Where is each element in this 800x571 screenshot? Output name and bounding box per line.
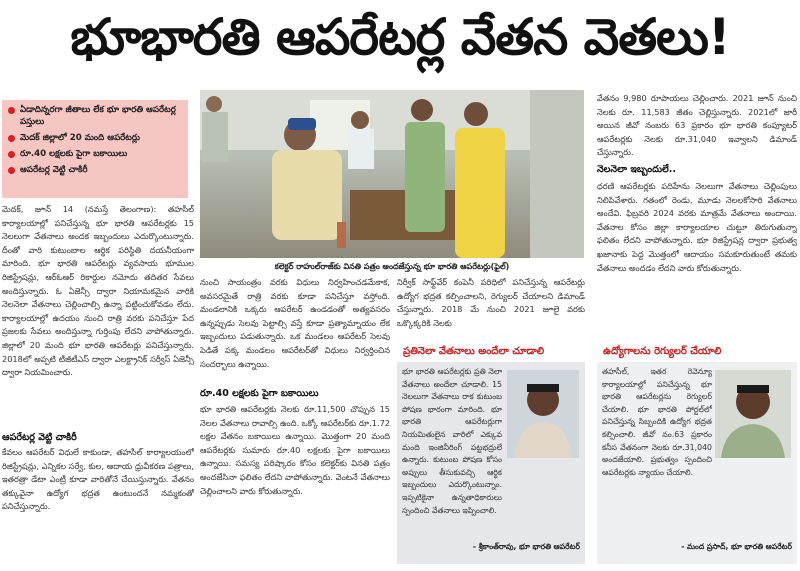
photo-illustration <box>200 90 584 258</box>
bullet-icon <box>8 151 15 158</box>
headline: భూభారతి ఆపరేటర్ల వేతన వెతలు! <box>70 7 730 66</box>
highlights-box <box>2 100 188 198</box>
column-b-body: నుంచి సాయంత్రం వరకు విధులు నిర్వహించడమేకాక, అవసరమైతే రాత్రి వరకు కూడా పనిచేస్తూ వస్తోంది. మండలానికి ఒక్కరు ఆపరేటర్ ఉండడంతో అత్యవసరం ఉన్నప్పుడు సెలవు పెట్టాల్సి వస్తే కూడా ప్రత్యామ్నాయం లేక ఇబ్బందులు పడుతున్నారు. ఒక మండలం ఆపరేటర్ సెలవు పెడితే పక్క మండలం ఆపరేటర్‌తో విధులు నిర్వర్తించిన సందర్భాలు ఉన్నాయి. <box>200 277 390 369</box>
quote-box-left-body: భూ భారతి ఆపరేటర్లకు ప్రతి నెలా వేతనాలు అందేలా చూడాలి. 15 నెలలుగా వేతనాలు రాక కుటుంబ పోషణ భారంగా మారింది. భూ భారతి ఆపరేటర్లుగా నియమితులైన వారిలో ఎక్కువ మంది ఇంజినీరింగ్ పట్టభద్రులే ఉన్నారు. కుటుంబ పోషణ కోసం అప్పులు తీసుకువచ్చి ఆర్థిక ఇబ్బందులు ఎదుర్కొంటున్నాం. ఇప్పటికైనా ఉన్నతాధికారులు స్పందించి వేతనాలు ఇప్పించాలి. <box>402 367 502 515</box>
column-c-body: నిర్వీక్ సాఫ్ట్‌వేర్ కంపెనీ పరిధిలో పనిచేస్తున్న ఆపరేటర్లు ఉద్యోగ భద్రత కల్పించాలని, రెగ్యులర్ చేయాలని డిమాండ్ చేస్తున్నారు. 2018 మే నుంచి 2021 జూలై వరకు ఒక్కొక్కరికి నెలకు <box>397 277 585 328</box>
highlight-item: మెదక్ జిల్లాలో 20 మంది ఆపరేటర్లు <box>8 132 182 144</box>
news-photo <box>200 90 584 258</box>
bullet-icon <box>8 107 15 114</box>
column-b-body2: భూ భారతి ఆపరేటర్లకు నెలకు రూ.11,500 చొప్పున 15 నెలల వేతనాలు రావాల్సి ఉంది. ఒక్కో ఆపరేటర్‌కు రూ.1.72 లక్షల వేతనం బకాయిలు ఉన్నాయి. మొత్తంగా 20 మంది ఆపరేటర్లకు సుమారు రూ.40 లక్షలకు పైగా బకాయిలు ఉన్నాయి. సమస్య పరిష్కారం కోసం కలెక్టర్‌కు వినతి పత్రం అందజేసినా ఫలితం లేదని వాపోతున్నారు. వెంటనే వేతనాలు చెల్లించాలని వారు కోరుతున్నారు. <box>200 404 390 496</box>
quote-box-left <box>397 342 585 564</box>
column-d-body: ధరణి ఆపరేటర్లకు పదిహేను నెలలుగా వేతనాలు చెల్లింపులు నిలిపివేశారు. గతంలో రెండు, మూడు నెలలకోసారి వేతనాలు అందేవి. ఫిబ్రవరి 2024 వరకు మాత్రమే వేతనాలు అందాయి. వేతనాల కోసం జిల్లా కార్యాలయాల చుట్టూ తిరుగుతున్నా ఫలితం లేదని వాపోతున్నారు. భూ రిజిస్ట్రేషన్ల ద్వారా ప్రభుత్వ ఖజానాకు పెద్ద మొత్తంలో ఆదాయం సమకూరుతుంటే తమకు వేతనాలు అందడం లేదని వారు కోరుతున్నారు. <box>597 181 797 273</box>
highlight-item: ఏడాదిన్నరగా జీతాలు లేక భూ భారతి ఆపరేటర్ల పస్తులు <box>8 104 182 128</box>
portrait-prasad <box>715 370 791 458</box>
bullet-icon <box>8 167 15 174</box>
subhead-arrears: రూ.40 లక్షలకు పైగా బకాయిలు <box>200 388 319 399</box>
subhead-monthly-troubles: నెలనెలా ఇబ్బందులే.. <box>597 164 677 175</box>
quote-box-right-sign: - మంద ప్రసాద్, భూ భారతి ఆపరేటర్ <box>681 542 792 551</box>
subhead-vetti-chakiri: ఆపరేటర్ల వెట్టి చాకిరీ <box>2 432 77 443</box>
quote-box-right-title: ఉద్యోగాలను రెగ్యులర్ చేయాలి <box>597 342 797 362</box>
quote-box-left-sign: - శ్రీకాంత్‌రావు, భూ భారతి ఆపరేటర్ <box>472 542 580 551</box>
highlight-item: ఆపరేటర్ల వెట్టి చాకిరీ <box>8 164 182 176</box>
photo-caption: కలెక్టర్ రాహుల్‌రాజ్‌కు వినతి పత్రం అందజేస్తున్న భూ భారతి ఆపరేటర్లు(ఫైల్) <box>200 259 584 274</box>
quote-box-left-title: ప్రతినెలా వేతనాలు అందేలా చూడాలి <box>397 342 585 362</box>
highlight-item: రూ.40 లక్షలకు పైగా బకాయిలు <box>8 148 182 160</box>
bullet-icon <box>8 135 15 142</box>
column-a-lead: మెదక్, జూన్ 14 (నమస్తే తెలంగాణ): తహసీల్ కార్యాలయాల్లో పనిచేస్తున్న భూ భారతి ఆపరేటర్లకు 15 నెలలుగా వేతనాలు అందక ఇబ్బందులు ఎదుర్కొంటున్నారు. దీంతో వారి కుటుంబాల ఆర్థిక పరిస్థితి దయనీయంగా మారింది. భూ భారతి ఆపరేటర్లు వ్యవసాయ భూముల రిజిస్ట్రేషన్లు, ఆర్ఓఆర్ రికార్డుల నమోదు తదితర సేవలు అందిస్తున్నారు. ఓ ఏజెన్సీ ద్వారా నియామకమైన వారికి నెలనెలా వేతనాలు చెల్లించాల్సి ఉన్నా పట్టించుకోవడం లేదు. కార్యాలయాల్లో ఉదయం నుంచి రాత్రి వరకు పనిచేస్తూ పేద ప్రజలకు సేవలు అందిస్తున్నా గుర్తింపు లేదని వాపోతున్నారు. జిల్లాలో 20 మంది భూ భారతి ఆపరేటర్లు పనిచేస్తున్నారు. 2018లో అప్పటి టీజీటీఎస్ ద్వారా ఎలక్ట్రానిక్ సర్వీస్ ఏజెన్సీ ద్వారా నియమించారు. <box>2 204 194 378</box>
quote-box-right <box>597 342 797 564</box>
column-a-tail: కేవలం ఆపరేటర్ విధులే కాకుండా, తహసీల్ కార్యాలయంలో రిజిస్ట్రేషన్లు, ఎన్నికల సర్వే, కుల, ఆదాయ ధ్రువీకరణ పత్రాలు, ఇతరత్రా డేటా ఎంట్రీ కూడా వారితోనే చేయిస్తున్నారు. వేతనం తక్కువైనా ఉద్యోగ భద్రత ఉంటుందనే నమ్మకంతో పనిచేస్తున్నారు. <box>2 447 194 512</box>
portrait-srikanth <box>507 370 579 458</box>
quote-box-right-body: తహసీల్, ఇతర రెవెన్యూ కార్యాలయాల్లో పనిచేస్తున్న భూ భారతి ఆపరేటర్లను రెగ్యులర్ చేయాలి. భూ భారతి పోర్టల్‌లో పనిచేస్తున్న సిబ్బందికి ఉద్యోగ భద్రత కల్పించాలి. జీవో నం.63 ప్రకారం కనీస వేతనంగా నెలకు రూ.31,040 అందజేయాలి. ప్రభుత్వం స్పందించి ఆపరేటర్లకు న్యాయం చేయాలి. <box>602 367 712 477</box>
column-d-intro: వేతనం 9,980 రూపాయలు చెల్లించారు. 2021 జూన్ నుంచి నెలకు రూ. 11,583 జీతం చెల్లిస్తున్నారు. 2021లో జారీ అయిన జీవో నంబరు 63 ప్రకారం భూ భారతి కంప్యూటర్ ఆపరేటర్లకు నెలకు రూ.31,040 ఇవ్వాలని డిమాండ్ చేస్తున్నారు. <box>597 93 797 158</box>
